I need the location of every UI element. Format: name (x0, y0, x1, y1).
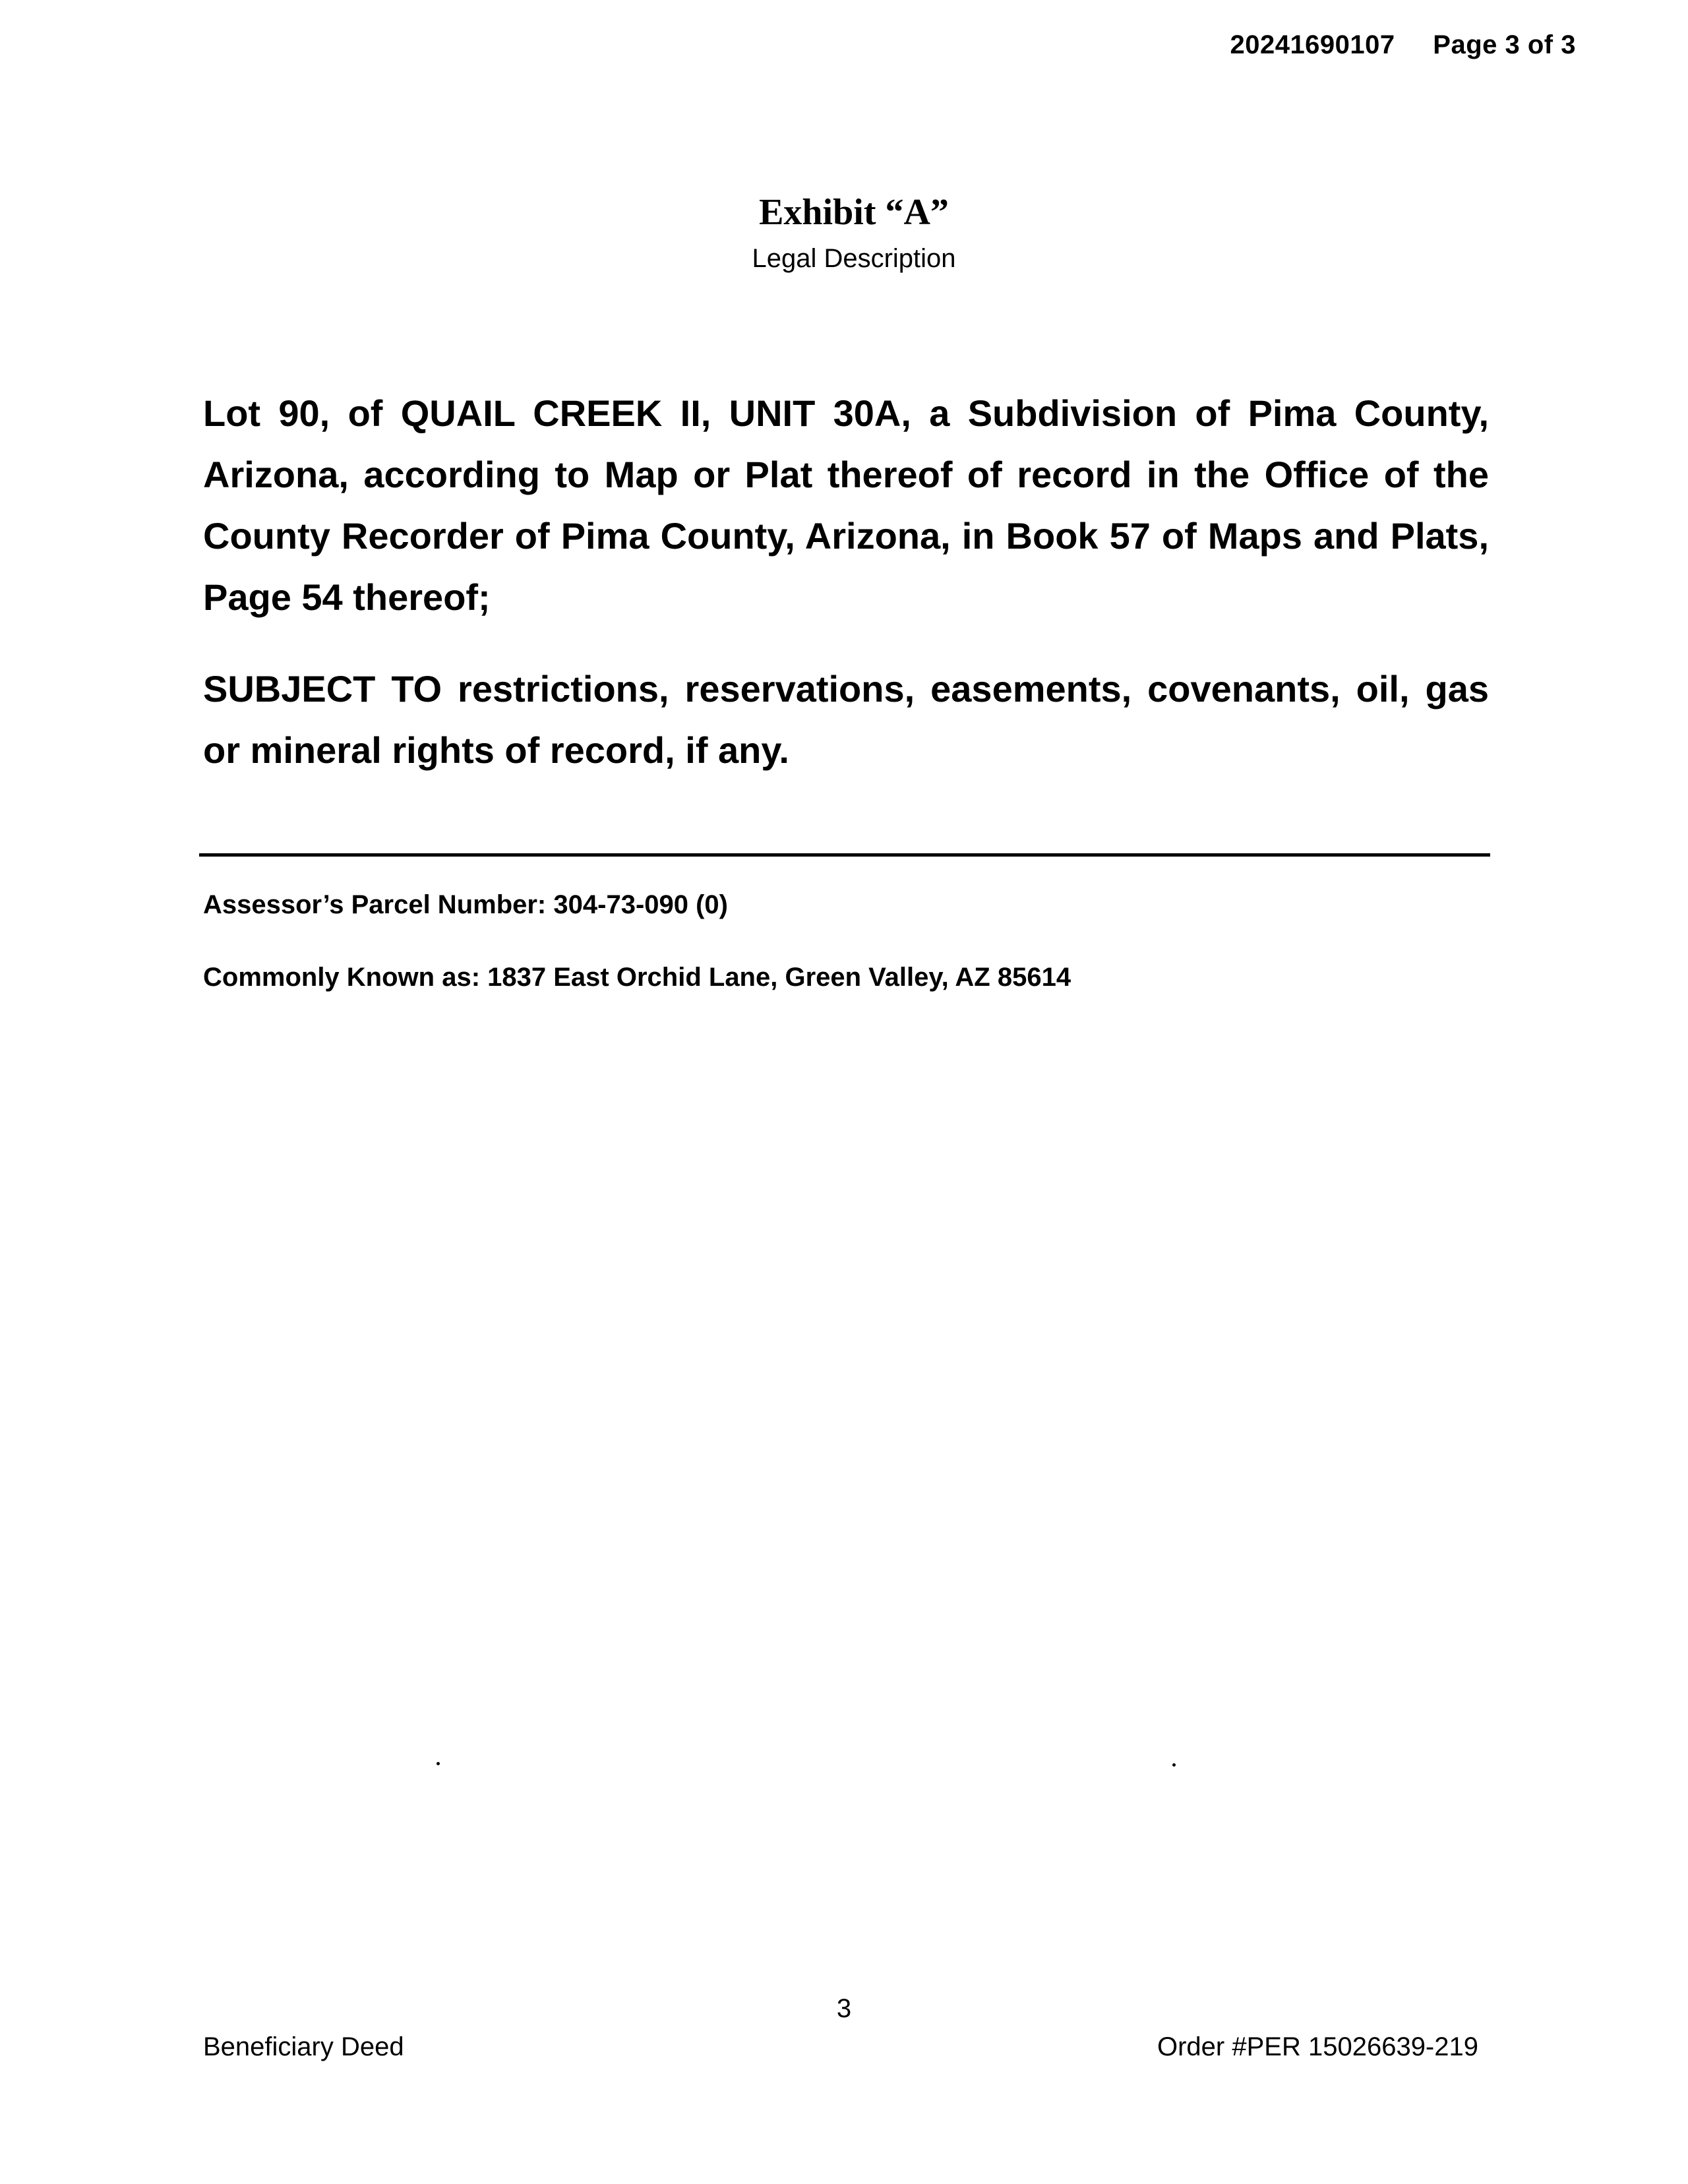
exhibit-subtitle: Legal Description (752, 244, 956, 273)
scan-speck (1172, 1763, 1176, 1767)
property-address-label: Commonly Known as: (203, 963, 481, 992)
page-number: 3 (836, 1994, 852, 2023)
legal-description-paragraph: Lot 90, of QUAIL CREEK II, UNIT 30A, a Subdivision of Pima County, Arizona, according to Map or Plat thereof of record in the Office of the County Recorder of Pima County, Arizona, in Book 57 of Maps and Plats, Page 54 thereof; (203, 392, 1489, 618)
footer-order-number: Order #PER 15026639-219 (1157, 2032, 1478, 2061)
scan-speck (437, 1762, 440, 1765)
parcel-number-value: 304-73-090 (0) (553, 890, 728, 919)
property-address-value: 1837 East Orchid Lane, Green Valley, AZ 85614 (487, 963, 1071, 992)
parcel-number-line (203, 890, 728, 920)
property-address-line (203, 963, 1071, 992)
document-number: 20241690107 (1230, 30, 1395, 59)
horizontal-divider (199, 853, 1490, 857)
parcel-number-label: Assessor’s Parcel Number: (203, 890, 547, 919)
recording-stamp (1230, 30, 1576, 60)
subject-to-paragraph: SUBJECT TO restrictions, reservations, easements, covenants, oil, gas or mineral rights of record, if any. (203, 668, 1489, 771)
exhibit-title: Exhibit “A” (759, 192, 949, 233)
footer-document-type: Beneficiary Deed (203, 2032, 404, 2061)
page-indicator: Page 3 of 3 (1433, 30, 1576, 59)
